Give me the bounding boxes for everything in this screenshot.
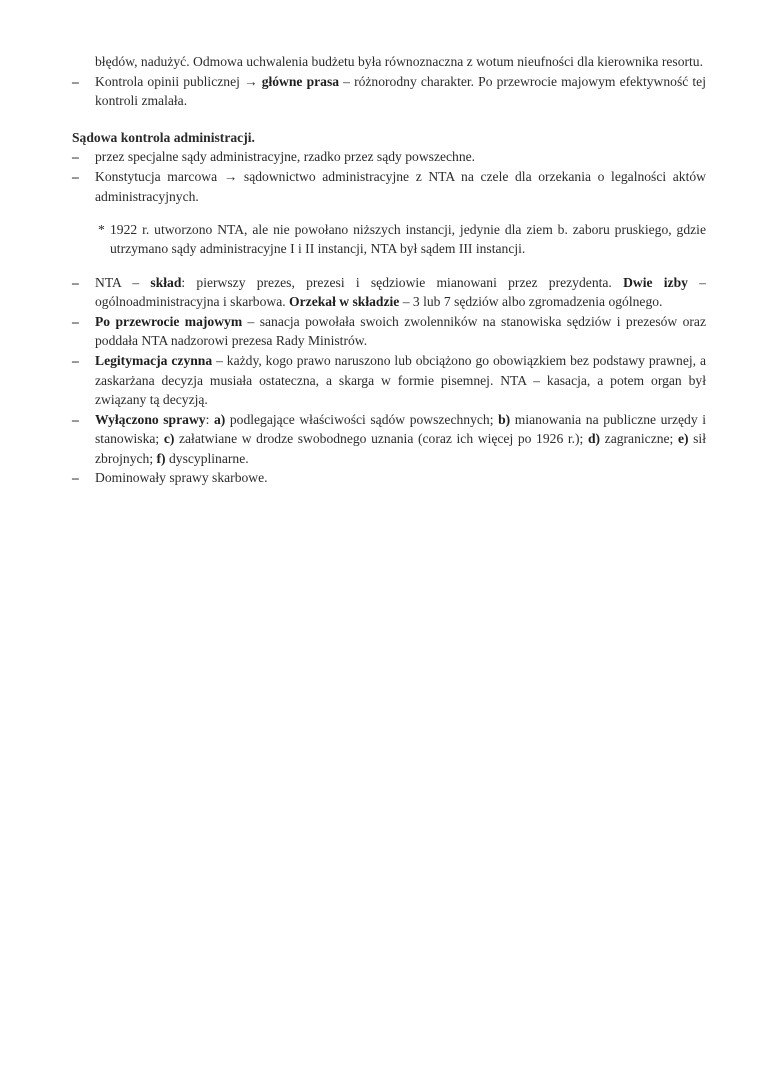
sub-item-star: * 1922 r. utworzono NTA, ale nie powołano niższych instancji, jedynie dla ziem b. zaboru pruskiego, gdzie utrzymano sądy administracyjne I i II instancji, NTA był sądem III instancji. (98, 221, 706, 257)
section-heading: Sądowa kontrola administracji. (72, 129, 255, 145)
list-item: – NTA – skład: pierwszy prezes, prezesi i sędziowie mianowani przez prezydenta. Dwie izby – ogólnoadministracyjna i skarbowa. Orzekał w składzie – 3 lub 7 sędziów albo zgromadzenia ogólnego. (72, 274, 706, 310)
list-item: – Konstytucja marcowa → sądownictwo administracyjne z NTA na czele dla orzekania o legalności aktów administracyjnych. (72, 168, 706, 204)
list-item: – przez specjalne sądy administracyjne, rzadko przez sądy powszechne. (72, 147, 706, 167)
list-item: – Dominowały sprawy skarbowe. (72, 468, 706, 488)
dash-bullet: – (72, 274, 79, 290)
dash-bullet: – (72, 168, 79, 184)
dash-bullet: – (72, 149, 79, 165)
list-item: – Legitymacja czynna – każdy, kogo prawo naruszono lub obciążono go obowiązkiem bez podstawy prawnej, a zaskarżana decyzja musiała ostateczna, a skarga w formie pisemnej. NTA – kasacja, a potem organ był związany tą decyzją. (72, 352, 707, 408)
list-item-kontrola-opinii: – Kontrola opinii publicznej → główne prasa – różnorodny charakter. Po przewrocie majowym efektywność tej kontroli zmalała. (72, 73, 706, 109)
continuation-paragraph: błędów, nadużyć. Odmowa uchwalenia budżetu była równoznaczna z wotum nieufności dla kierownika resortu. (95, 54, 703, 69)
dash-bullet: – (72, 470, 79, 486)
dash-bullet: – (72, 411, 79, 427)
dash-bullet: – (72, 73, 79, 89)
document-content (72, 52, 706, 488)
list-item: – Po przewrocie majowym – sanacja powołała swoich zwolenników na stanowiska sędziów i prezesów oraz poddała NTA nadzorowi prezesa Rady Ministrów. (72, 313, 706, 349)
dash-bullet: – (72, 352, 79, 368)
list-item: – Wyłączono sprawy: a) podlegające właściwości sądów powszechnych; b) mianowania na publiczne urzędy i stanowiska; c) załatwiane w drodze swobodnego uznania (coraz ich więcej po 1926 r.); d) zagraniczne; e) sił zbrojnych; f) dyscyplinarne. (72, 411, 706, 466)
star-bullet-icon: * (98, 221, 105, 237)
dash-bullet: – (72, 313, 79, 329)
